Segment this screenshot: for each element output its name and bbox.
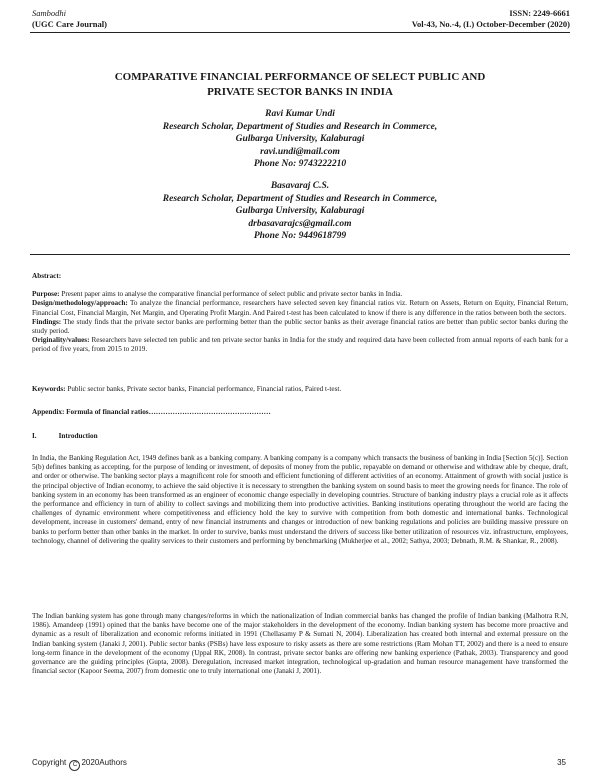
author-2 [60,180,540,243]
author-name: Basavaraj C.S. [270,181,330,191]
title-line-1: COMPARATIVE FINANCIAL PERFORMANCE OF SELECT PUBLIC AND [114,71,486,83]
journal-header-right [412,8,570,30]
intro-p2-text: The Indian banking system has gone through many changes/reforms in which the nationalization of Indian commercial banks has changed the profile of Indian banking (Malhotra R.N, 1986). Amandeep (1991) opined that the banks have become one of the major stakeholders in the development of the economy. Indian banking system has become more proactive and dynamic as a result of liberalization and economic reforms initiated in 1991 (Chellasamy P & Sumati N, 2004). Liberalization has created both internal and external pressure on the Indian banking system (Janaki J, 2001). Public sector banks (PSBs) have less exposure to risky assets as there are some restrictions (Ram Mohan TT, 2002) and there is a need to ensure long-term finance in the development of the economy (Uppal RK, 2008). In contrast, private sector banks are offering new banking experience (Pathak, 2003). Transparency and good governance are the guiding principles (Gupta, 2008). Deregulation, increased market integration, technological up-gradation and human resource management have transformed the financial sector (Kapoor Seema, 2007) from domestic one to truly international one (Janaki J, 2001). [32,612,568,676]
author-university: Gulbarga University, Kalaburagi [235,206,365,216]
copyright-pre: Copyright [32,758,67,767]
intro-paragraph-2 [32,612,568,676]
author-phone: Phone No: 9743222210 [253,159,347,169]
author-email: ravi.undi@mail.com [260,146,340,157]
findings-text: The study finds that the private sector banks are performing better than the public sector banks as their average financial ratios are better than public sector banks during the study period. [32,317,569,336]
purpose-label: Purpose: [32,290,60,299]
purpose-text: Present paper aims to analyse the comparative financial performance of select public and private sector banks in India. [61,290,403,299]
keywords-text: Public sector banks, Private sector banks, Financial performance, Financial ratios, Paired t-test. [67,385,342,393]
page-number: 35 [557,758,566,767]
copyright-icon: C [69,760,80,771]
originality-text: Researchers have selected ten public and ten private sector banks in India for the study and required data have been collected from annual reports of each bank for a period of five years, from 2015 to 2019. [32,336,568,354]
findings-label: Findings: [32,317,62,326]
originality-label: Originality/values: [32,336,90,345]
design-text: To analyze the financial performance, researchers have selected seven key financial ratios viz. Return on Assets, Return on Equity, Financial Return, Financial Cost, Financial Margin, Net Margin, and Operating Profit Margin. And Paired t-test has been calculated to know if there is any difference in the ratios between both the sectors. [32,299,568,317]
intro-paragraph-1 [32,454,568,546]
keywords [32,385,568,394]
author-phone: Phone No: 9449618799 [253,231,347,241]
journal-note: (UGC Care Journal) [32,19,107,29]
abstract [32,272,568,355]
copyright [32,758,127,771]
journal-header-left [32,8,107,30]
paper-title [60,70,540,100]
title-line-2: PRIVATE SECTOR BANKS IN INDIA [207,86,393,98]
author-email: drbasavarajcs@gmail.com [248,218,352,229]
author-affiliation: Research Scholar, Department of Studies and Research in Commerce, [162,193,438,204]
intro-p1-text: In India, the Banking Regulation Act, 1949 defines bank as a banking company. A banking company is a company which transacts the business of banking in India [Section 5(c)]. Section 5(b) defines banking as accepting, for the purpose of lending or investment, of deposits of money from the public, repayable on demand or otherwise and withdraw able by cheque, draft, and order or otherwise. The banking sector plays a magnificent role for smooth and efficient functioning of different activities of an economy. Attainment of growth with social justice is the principal objective of Indian economy, to achieve the said objective it is necessary to strengthen the banking system on sound basis to meet the growing needs for finance. The role of banking system in an economy has been transformed as an engineer of economic change especially in developing countries. Structure of banking industry plays a crucial role as it affects the performance and efficiency in turn of ability to collect savings and mobilizing them into productive activities. Banking institutions operating throughout the world are facing the challenges of dynamic environment where competitiveness and efficiency hold the key to survive with competition from both domestic and international banks. Technological development, increase in customers' demand, entry of new financial instruments and changes or introduction of new banking regulations and policies are building massive pressure on banks to perform better than other banks in the market. In order to survive, banks must understand the drivers of success like better utilization of resources viz. infrastructure, employees, technology, channel of delivering the quality services to their customers and performing by benchmarking (Mukherjee et al., 2002; Sathya, 2003; Debnath, R.M. & Shankar, R., 2008). [32,454,568,545]
issn: ISSN: 2249-6661 [509,8,570,18]
design-label: Design/methodology/approach: [32,299,128,308]
section-number: I. [32,432,37,440]
author-university: Gulbarga University, Kalaburagi [235,134,365,144]
issue-info: Vol-43, No.-4, (I.) October-December (2020) [411,19,570,29]
abstract-rule [30,254,570,255]
keywords-label: Keywords: [32,385,66,393]
appendix-line [32,408,568,417]
section-title: Introduction [58,432,98,440]
journal-name: Sambodhi [32,8,66,18]
copyright-post: 2020Authors [81,758,127,767]
appendix-text: Appendix: Formula of financial ratios…………………………………………… [32,408,271,416]
section-heading [32,432,568,441]
author-name: Ravi Kumar Undi [265,109,335,119]
author-1 [60,108,540,171]
author-affiliation: Research Scholar, Department of Studies and Research in Commerce, [162,121,438,132]
header-rule [30,32,570,33]
abstract-heading: Abstract: [32,272,62,280]
